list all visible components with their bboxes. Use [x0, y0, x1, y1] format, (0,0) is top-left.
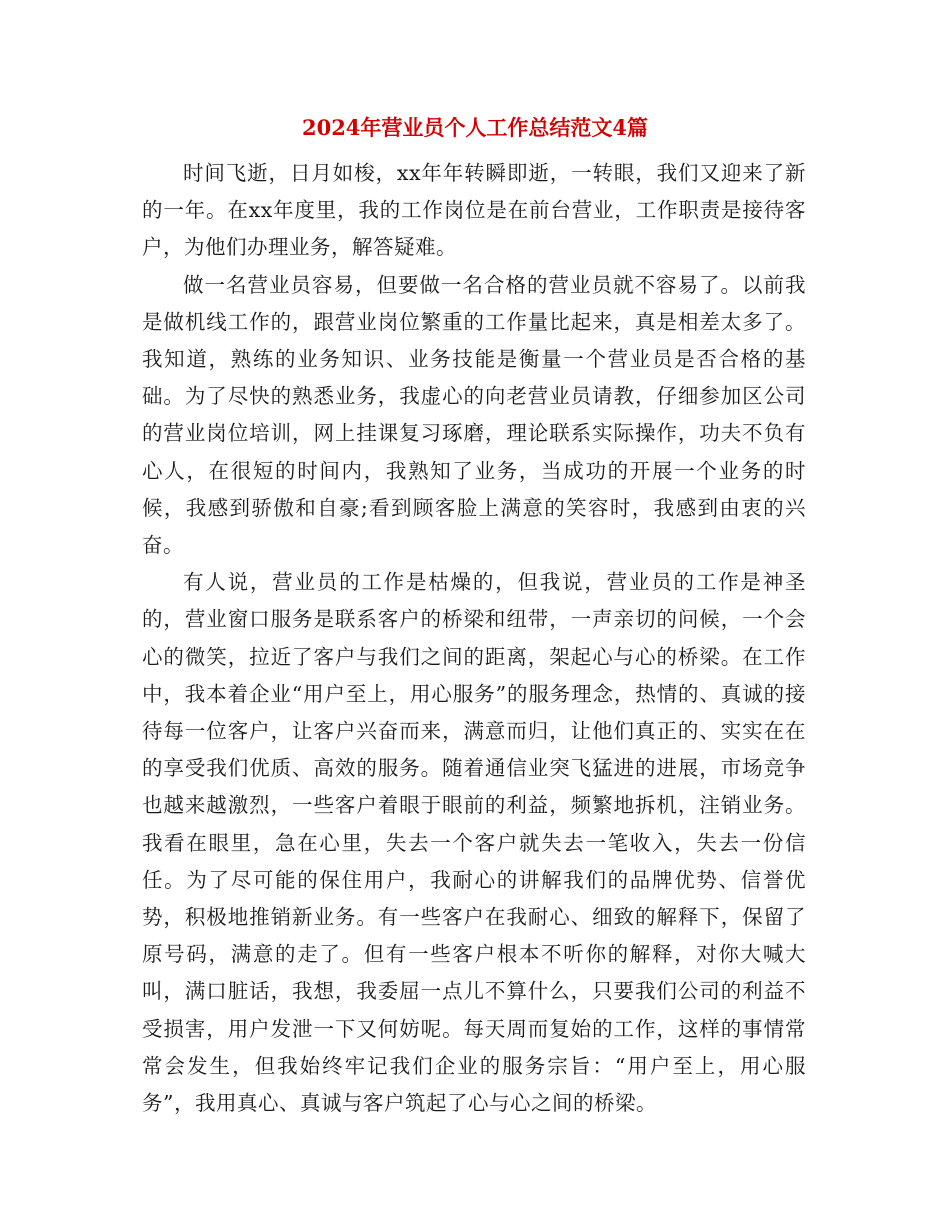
- document-body: [142, 155, 806, 1122]
- paragraph-2: 做一名营业员容易，但要做一名合格的营业员就不容易了。以前我是做机线工作的，跟营业岗位繁重的工作量比起来，真是相差太多了。我知道，熟练的业务知识、业务技能是衡量一个营业员是否合格的基础。为了尽快的熟悉业务，我虚心的向老营业员请教，仔细参加区公司的营业岗位培训，网上挂课复习琢磨，理论联系实际操作，功夫不负有心人，在很短的时间内，我熟知了业务，当成功的开展一个业务的时候，我感到骄傲和自豪;看到顾客脸上满意的笑容时，我感到由衷的兴奋。: [142, 272, 806, 558]
- paragraph-3: 有人说，营业员的工作是枯燥的，但我说，营业员的工作是神圣的，营业窗口服务是联系客户的桥梁和纽带，一声亲切的问候，一个会心的微笑，拉近了客户与我们之间的距离，架起心与心的桥梁。在工作中，我本着企业“用户至上，用心服务”的服务理念，热情的、真诚的接待每一位客户，让客户兴奋而来，满意而归，让他们真正的、实实在在的享受我们优质、高效的服务。随着通信业突飞猛进的进展，市场竞争也越来越激烈，一些客户着眼于眼前的利益，频繁地拆机，注销业务。我看在眼里，急在心里，失去一个客户就失去一笔收入，失去一份信任。为了尽可能的保住用户，我耐心的讲解我们的品牌优势、信誉优势，积极地推销新业务。有一些客户在我耐心、细致的解释下，保留了原号码，满意的走了。但有一些客户根本不听你的解释，对你大喊大叫，满口脏话，我想，我委屈一点儿不算什么，只要我们公司的利益不受损害，用户发泄一下又何妨呢。每天周而复始的工作，这样的事情常常会发生，但我始终牢记我们企业的服务宗旨：“用户至上，用心服务”，我用真心、真诚与客户筑起了心与心之间的桥梁。: [142, 570, 806, 1116]
- document-title: 2024年营业员个人工作总结范文4篇: [301, 115, 649, 140]
- paragraph-1: 时间飞逝，日月如梭，xx年年转瞬即逝，一转眼，我们又迎来了新的一年。在xx年度里，我的工作岗位是在前台营业，工作职责是接待客户，为他们办理业务，解答疑难。: [142, 161, 806, 260]
